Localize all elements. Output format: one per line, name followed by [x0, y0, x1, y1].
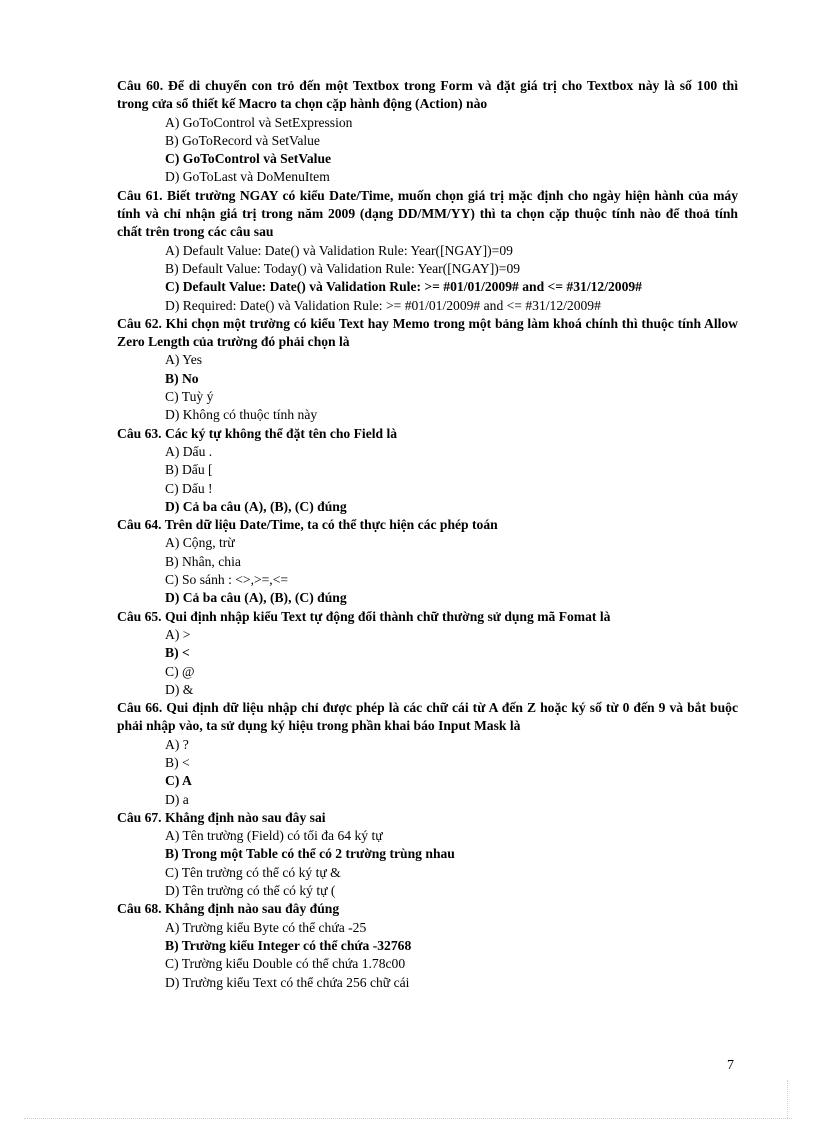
question-text: Câu 66. Qui định dữ liệu nhập chỉ được phép là các chữ cái từ A đến Z hoặc ký số từ 0 đến 9 và bắt buộc phải nhập vào, ta sử dụng ký hiệu trong phần khai báo Input Mask là: [117, 700, 738, 734]
answer-option: C) Tên trường có thể có ký tự &: [165, 864, 341, 880]
question-text: Câu 67. Khẳng định nào sau đây sai: [117, 809, 326, 825]
answer-option: B) <: [165, 754, 190, 770]
answer-option: C) So sánh : <>,>=,<=: [165, 572, 289, 588]
question-61: [117, 187, 738, 315]
answer-option: A) Yes: [165, 352, 203, 368]
question-65: [117, 608, 738, 699]
answer-option: A) GoToControl và SetExpression: [165, 114, 353, 130]
question-68: [117, 900, 738, 991]
answer-option: D) Tên trường có thể có ký tự (: [165, 883, 336, 899]
answer-option-correct: B) <: [165, 645, 190, 661]
answer-option: B) GoToRecord và SetValue: [165, 132, 320, 148]
answer-option: C) @: [165, 663, 195, 679]
answer-option: D) Không có thuộc tính này: [165, 407, 318, 423]
answer-option: C) Tuỳ ý: [165, 389, 214, 405]
answer-option: A) Dấu .: [165, 443, 213, 459]
answer-option-correct: B) No: [165, 370, 199, 386]
footer-divider: [24, 1118, 792, 1119]
answer-option-correct: C) A: [165, 773, 192, 789]
answer-option: C) Dấu !: [165, 480, 213, 496]
answer-option: D) GoToLast và DoMenuItem: [165, 169, 330, 185]
page-number: 7: [727, 1058, 734, 1073]
question-67: [117, 809, 738, 900]
answer-option-correct: C) GoToControl và SetValue: [165, 151, 332, 167]
answer-option: A) ?: [165, 736, 189, 752]
answer-option: C) Trường kiểu Double có thể chứa 1.78c00: [165, 956, 406, 972]
answer-option: A) Tên trường (Field) có tối đa 64 ký tự: [165, 828, 383, 844]
answer-option: D) &: [165, 681, 194, 697]
margin-divider: [787, 1080, 788, 1118]
answer-option: A) Trường kiểu Byte có thể chứa -25: [165, 919, 367, 935]
answer-option: A) >: [165, 626, 191, 642]
question-62: [117, 315, 738, 425]
answer-option-correct: C) Default Value: Date() và Validation Rule: >= #01/01/2009# and <= #31/12/2009#: [165, 279, 642, 295]
answer-option-correct: D) Cả ba câu (A), (B), (C) đúng: [165, 590, 347, 606]
question-text: Câu 60. Để di chuyển con trỏ đến một Textbox trong Form và đặt giá trị cho Textbox này là số 100 thì trong cửa sổ thiết kế Macro ta chọn cặp hành động (Action) nào: [117, 78, 738, 112]
answer-option: D) Trường kiểu Text có thể chứa 256 chữ cái: [165, 974, 410, 990]
answer-option-correct: B) Trong một Table có thể có 2 trường trùng nhau: [165, 846, 455, 862]
question-text: Câu 63. Các ký tự không thể đặt tên cho Field là: [117, 425, 398, 441]
question-text: Câu 61. Biết trường NGAY có kiểu Date/Time, muốn chọn giá trị mặc định cho ngày hiện hành của máy tính và chỉ nhận giá trị trong năm 2009 (dạng DD/MM/YY) thì ta chọn cặp thuộc tính nào để thoả tính chất trên trong các câu sau: [117, 187, 738, 240]
answer-option: B) Nhân, chia: [165, 553, 241, 569]
question-63: [117, 425, 738, 516]
answer-option: D) a: [165, 791, 189, 807]
answer-option-correct: B) Trường kiểu Integer có thể chứa -32768: [165, 937, 412, 953]
question-text: Câu 64. Trên dữ liệu Date/Time, ta có thể thực hiện các phép toán: [117, 517, 498, 533]
question-64: [117, 516, 738, 607]
question-60: [117, 77, 738, 187]
question-text: Câu 65. Qui định nhập kiểu Text tự động đổi thành chữ thường sử dụng mã Fomat là: [117, 608, 611, 624]
answer-option: B) Dấu [: [165, 462, 213, 478]
answer-option: A) Default Value: Date() và Validation Rule: Year([NGAY])=09: [165, 242, 513, 258]
answer-option: D) Required: Date() và Validation Rule: >= #01/01/2009# and <= #31/12/2009#: [165, 297, 601, 313]
question-text: Câu 68. Khẳng định nào sau đây đúng: [117, 901, 340, 917]
answer-option: B) Default Value: Today() và Validation Rule: Year([NGAY])=09: [165, 260, 521, 276]
question-text: Câu 62. Khi chọn một trường có kiểu Text hay Memo trong một bảng làm khoá chính thì thuộc tính Allow Zero Length của trường đó phải chọn là: [117, 315, 738, 350]
answer-option: A) Cộng, trừ: [165, 535, 235, 551]
question-66: [117, 699, 738, 809]
question-list: [117, 77, 738, 992]
answer-option-correct: D) Cả ba câu (A), (B), (C) đúng: [165, 498, 347, 514]
